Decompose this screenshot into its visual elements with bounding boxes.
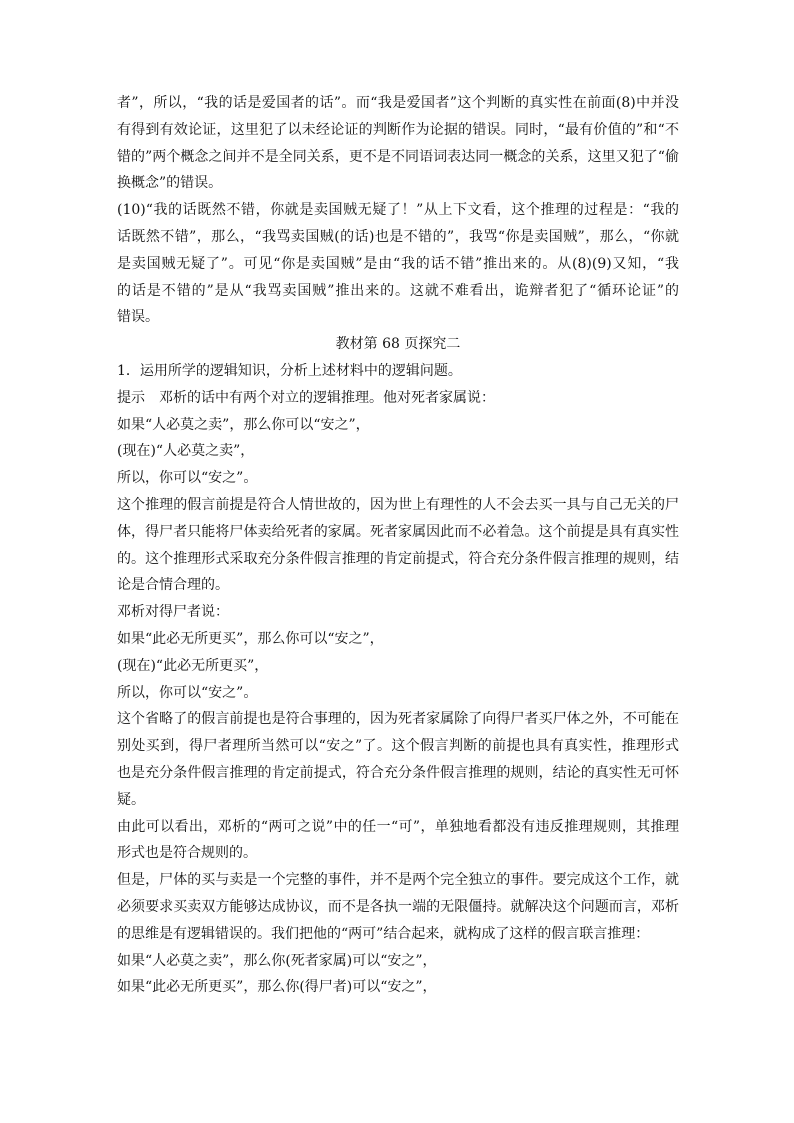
section-title: 教材第 68 页探究二 [335, 336, 461, 353]
paragraph-conclusion-4 [117, 867, 679, 947]
text-line: 如果“人必莫之卖”，那么你可以“安之”， [117, 416, 370, 433]
text-line: 错误。 [117, 309, 159, 326]
syllogism-2 [117, 626, 679, 706]
paragraph-block-2 [117, 197, 679, 331]
paragraph-block-1 [117, 90, 679, 197]
paragraph-analysis-2 [117, 706, 679, 813]
syllogism-3 [117, 948, 679, 1002]
text-line: 如果“此必无所更买”，那么你(得尸者)可以“安之”， [117, 979, 437, 996]
text-line: 错的”两个概念之间并不是全同关系，更不是不同语词表达同一概念的关系，这里又犯了“偷 [117, 148, 679, 165]
tip-text: 邓析的话中有两个对立的逻辑推理。他对死者家属说： [159, 389, 495, 406]
tip-label: 提示 [117, 389, 145, 406]
document-page [117, 90, 679, 1001]
syllogism-1 [117, 412, 679, 492]
text-line: 换概念”的错误。 [117, 175, 223, 192]
text-line: 的。这个推理形式采取充分条件假言推理的肯定前提式，符合充分条件假言推理的规则，结 [117, 550, 679, 567]
paragraph-conclusion-3 [117, 814, 679, 868]
text-line: 话既然不错”，那么，“我骂卖国贼(的话)也是不错的”，我骂“你是卖国贼”，那么，“你就 [117, 228, 679, 245]
text-line: 如果“此必无所更买”，那么你可以“安之”， [117, 630, 384, 647]
text-line: 所以，你可以“安之”。 [117, 470, 258, 487]
text-line: 但是，尸体的买与卖是一个完整的事件，并不是两个完全独立的事件。要完成这个工作，就 [117, 872, 679, 889]
paragraph-analysis-1 [117, 492, 679, 599]
text-line: (现在)“此必无所更买”， [117, 657, 269, 674]
text-line: 也是充分条件假言推理的肯定前提式，符合充分条件假言推理的规则，结论的真实性无可怀 [117, 764, 679, 781]
text-line: (现在)“人必莫之卖”， [117, 443, 255, 460]
text-line: 体，得尸者只能将尸体卖给死者的家属。死者家属因此而不必着急。这个前提是具有真实性 [117, 523, 679, 540]
text-line: 有得到有效论证，这里犯了以未经论证的判断作为论据的错误。同时，“最有价值的”和“不 [117, 121, 679, 138]
text-line: 这个推理的假言前提是符合人情世故的，因为世上有理性的人不会去买一具与自己无关的尸 [117, 496, 679, 513]
text-line: 形式也是符合规则的。 [117, 845, 257, 862]
tip-line [117, 385, 679, 412]
text-line: 这个省略了的假言前提也是符合事理的，因为死者家属除了向得尸者买尸体之外，不可能在 [117, 711, 679, 728]
text-line: 的话是不错的”是从“我骂卖国贼”推出来的。这就不难看出，诡辩者犯了“循环论证”的 [117, 282, 679, 299]
text-line: 别处买到，得尸者理所当然可以“安之”了。这个假言判断的前提也具有真实性，推理形式 [117, 738, 679, 755]
text-line: 所以，你可以“安之”。 [117, 684, 258, 701]
question-text: 1．运用所学的逻辑知识，分析上述材料中的逻辑问题。 [117, 362, 462, 379]
text-line: 必须要求买卖双方能够达成协议，而不是各执一端的无限僵持。就解决这个问题而言，邓析 [117, 898, 679, 915]
text-line: 疑。 [117, 791, 145, 808]
text-line: 的思维是有逻辑错误的。我们把他的“两可”结合起来，就构成了这样的假言联言推理： [117, 925, 650, 942]
text-line: 是卖国贼无疑了”。可见“你是卖国贼”是由“我的话不错”推出来的。从(8)(9)又知，“我 [117, 255, 679, 272]
text-line: 者”，所以，“我的话是爱国者的话”。而“我是爱国者”这个判断的真实性在前面(8)中并没 [117, 95, 679, 111]
text-line: (10)“我的话既然不错，你就是卖国贼无疑了！”从上下文看，这个推理的过程是：“我的 [117, 202, 679, 219]
text-line: 论是合情合理的。 [117, 577, 229, 594]
text-line: 如果“人必莫之卖”，那么你(死者家属)可以“安之”， [117, 952, 437, 969]
text-line: 由此可以看出，邓析的“两可之说”中的任一“可”，单独地看都没有违反推理规则，其推理 [117, 818, 679, 835]
intro-line-2: 邓析对得尸者说： [117, 604, 229, 621]
